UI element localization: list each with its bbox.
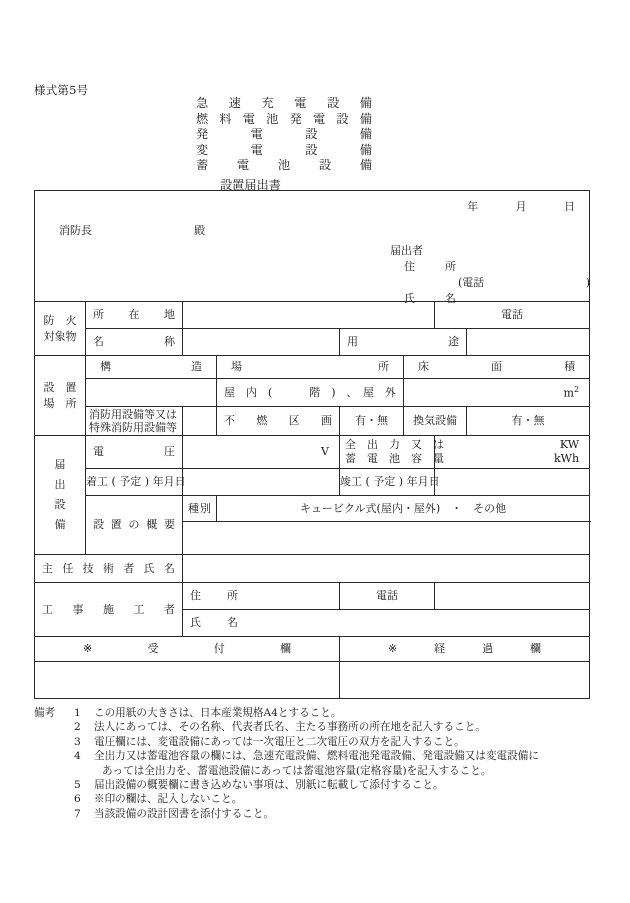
submitter-phone-label: (電話 )	[458, 276, 590, 289]
submitter-name-label: 氏 名	[404, 292, 456, 305]
install-place-header-row	[35, 356, 590, 379]
progress-column-label: ※ 経 過 欄	[340, 637, 590, 662]
submitter-address-label: 住 所	[404, 260, 456, 273]
chief-engineer-input[interactable]	[183, 555, 590, 583]
form-number: 様式第5号	[34, 83, 89, 97]
form-title-lines	[196, 96, 372, 174]
voltage-unit: V	[321, 445, 329, 459]
remarks-item: 4 全出力又は蓄電池容量の欄には、急速充電設備、燃料電池発電設備、発電設備又は変電設備に あっては全出力を、蓄電池設備にあっては蓄電池容量(定格容量)を記入すること。	[74, 750, 539, 777]
remarks-item: 1 この用紙の大きさは、日本産業規格A4とすること。	[74, 707, 342, 719]
remarks-item: 5 届出設備の概要欄に書き込めない事項は、別紙に転載して添付すること。	[74, 779, 444, 792]
receipt-column-label: ※ 受 付 欄	[35, 637, 340, 662]
fire-chief-label: 消防長	[59, 224, 92, 237]
title-line-power-generation: 発 電 設 備	[196, 127, 372, 142]
contractor-address-row	[35, 583, 590, 610]
chief-engineer-label: 主 任 技 術 者 氏 名	[35, 555, 183, 583]
install-place-label: 設 置 場 所	[35, 356, 86, 436]
remarks-item: 7 当該設備の設計図書を添付すること。	[74, 807, 275, 820]
fire-object-label: 防 火 対象物	[35, 302, 86, 356]
outline-label-cell: 設 置 の 概 要	[86, 496, 183, 555]
remarks-item: 6 ※印の欄は、記入しないこと。	[74, 793, 243, 806]
indoor-outdoor-cell[interactable]: 屋 内 ( 階 ) 、 屋 外	[217, 379, 404, 407]
remarks-section	[34, 706, 600, 821]
fire-object-name-input[interactable]	[183, 329, 340, 356]
chief-engineer-row	[35, 555, 590, 583]
year-label: 年	[467, 200, 479, 213]
fire-object-name-row	[35, 329, 590, 356]
noncombustible-label-cell: 不 燃 区 画	[217, 407, 340, 436]
main-form-table	[34, 190, 590, 699]
remarks-item: 2 法人にあっては、その名称、代表者氏名、主たる事務所の所在地を記入すること。	[74, 721, 486, 734]
official-use-input-row	[35, 662, 590, 699]
output-unit-kwh: kWh	[554, 452, 580, 465]
structure-header: 構 造	[86, 356, 217, 379]
submitter-block	[390, 243, 590, 307]
honorific-label: 殿	[194, 224, 205, 237]
day-label: 日	[564, 200, 576, 213]
contractor-name-cell[interactable]: 氏 名	[183, 610, 590, 637]
contractor-phone-input[interactable]	[435, 583, 590, 610]
title-line-storage-battery: 蓄 電 池 設 備	[196, 158, 372, 173]
fire-equipment-row	[35, 407, 590, 436]
contractor-phone-label: 電話	[340, 583, 435, 610]
type-label-cell: 種 別	[183, 496, 217, 522]
voltage-row	[35, 436, 590, 469]
floor-area-input-cell[interactable]	[404, 379, 590, 407]
official-use-header-row	[35, 637, 590, 662]
remarks-item: 3 電圧欄には、変電設備にあっては一次電圧と二次電圧の双方を記入すること。	[74, 735, 465, 748]
month-label: 月	[515, 200, 527, 213]
submitter-label: 届出者	[390, 244, 423, 257]
contractor-address-label: 住 所	[183, 583, 340, 610]
construction-date-row	[35, 469, 590, 496]
end-date-input[interactable]	[435, 469, 590, 496]
start-date-input[interactable]	[183, 469, 340, 496]
area-unit: $m^2$	[563, 384, 580, 400]
addressee-line	[59, 224, 205, 238]
use-input-cell[interactable]	[467, 329, 590, 356]
form-title-block	[196, 96, 446, 193]
title-suffix: 設置届出書	[220, 177, 281, 192]
outline-input-cell[interactable]	[183, 522, 590, 555]
location-label-cell: 所 在 地	[86, 302, 183, 329]
structure-input-cell[interactable]	[86, 379, 217, 407]
fire-object-phone-label: 電話	[435, 302, 590, 329]
ventilation-label-cell: 換気設備	[404, 407, 467, 436]
voltage-label-cell: 電 圧	[86, 436, 183, 469]
header-block-row	[35, 191, 590, 302]
remarks-list	[74, 706, 600, 821]
date-line	[467, 200, 575, 214]
progress-input-cell[interactable]	[340, 662, 590, 699]
noncombustible-choice[interactable]: 有・無	[340, 407, 404, 436]
header-block-cell	[35, 191, 590, 305]
remarks-heading: 備考	[34, 707, 56, 719]
output-input-cell[interactable]	[435, 436, 590, 469]
title-line-rapid-charging: 急 速 充 電 設 備	[196, 96, 372, 110]
receipt-input-cell[interactable]	[35, 662, 340, 699]
contractor-label: 工 事 施 工 者	[35, 583, 183, 637]
fire-equipment-label-cell: 消防用設備等又は 特殊消防用設備等	[86, 407, 183, 436]
outline-type-row	[35, 496, 590, 522]
title-line-fuel-cell: 燃 料 電 池 発 電 設 備	[196, 111, 372, 126]
output-unit-kw: KW	[559, 438, 580, 451]
install-place-value-row	[35, 379, 590, 407]
start-date-label: 着工 ( 予定 ) 年月日	[86, 469, 183, 496]
place-header: 場 所	[217, 356, 404, 379]
fire-equipment-input-cell[interactable]	[183, 407, 217, 436]
output-label-cell: 全 出 力 又 は 蓄 電 池 容 量	[340, 436, 435, 469]
name-label-cell: 名 称	[86, 329, 183, 356]
use-label-cell: 用 途	[340, 329, 467, 356]
voltage-input-cell[interactable]	[183, 436, 340, 469]
type-options-cell[interactable]: キュービクル式(屋内・屋外) ・ その他	[217, 496, 590, 522]
title-line-transformer: 変 電 設 備	[196, 142, 372, 157]
floor-area-header: 床 面 積	[404, 356, 590, 379]
end-date-label: 竣工 ( 予定 ) 年月日	[340, 469, 435, 496]
notified-equipment-label: 届 出 設 備	[35, 436, 86, 555]
ventilation-choice[interactable]: 有・無	[467, 407, 590, 436]
